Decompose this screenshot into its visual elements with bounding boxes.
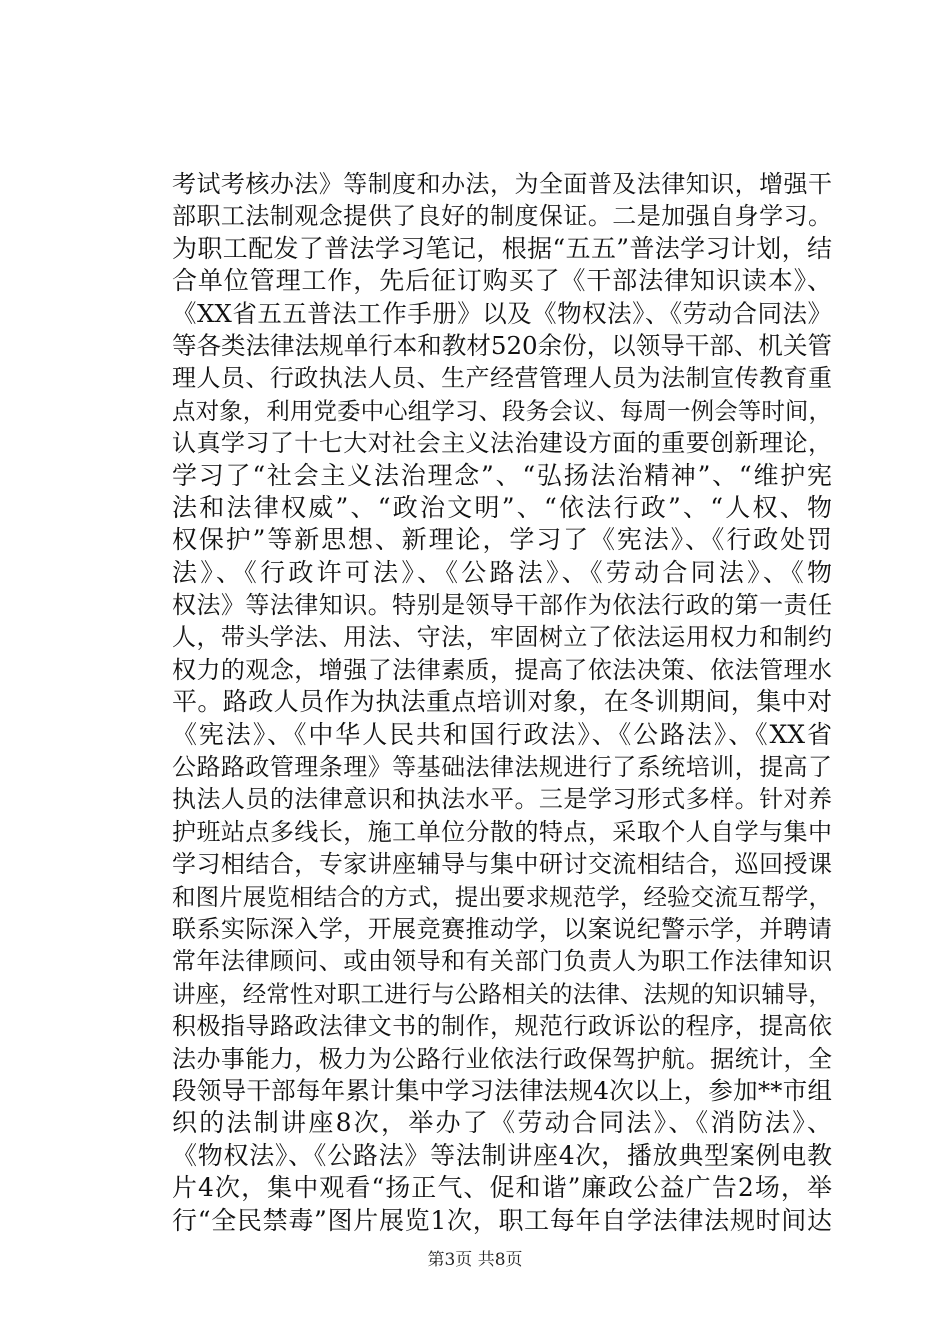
- body-text: [172, 168, 832, 1237]
- text-line: 《XX省五五普法工作手册》以及《物权法》、《劳动合同法》: [172, 298, 832, 328]
- text-line: 联系实际深入学，开展竞赛推动学，以案说纪警示学，并聘请: [172, 914, 832, 943]
- text-line: 权保护”等新思想、新理论，学习了《宪法》、《行政处罚: [172, 525, 832, 555]
- text-line: 法和法律权威”、“政治文明”、“依法行政”、“人权、物: [172, 492, 832, 522]
- text-line: 人，带头学法、用法、守法，牢固树立了依法运用权力和制约: [172, 623, 832, 652]
- text-line: 公路路政管理条理》等基础法律法规进行了系统培训，提高了: [172, 753, 832, 782]
- text-line: 为职工配发了普法学习笔记，根据“五五”普法学习计划，结: [172, 233, 832, 263]
- text-line: 《物权法》、《公路法》等法制讲座4次，播放典型案例电教: [172, 1140, 832, 1170]
- text-line: 点对象，利用党委中心组学习、段务会议、每周一例会等时间，: [172, 396, 832, 425]
- text-line: 权法》等法律知识。特别是领导干部作为依法行政的第一责任: [172, 591, 832, 620]
- text-line: 部职工法制观念提供了良好的制度保证。二是加强自身学习。: [172, 202, 832, 231]
- text-line: 理人员、行政执法人员、生产经营管理人员为法制宣传教育重: [172, 364, 832, 393]
- text-line: 片4次，集中观看“扬正气、促和谐”廉政公益广告2场，举: [172, 1173, 832, 1203]
- text-line: 学习相结合，专家讲座辅导与集中研讨交流相结合，巡回授课: [172, 850, 832, 879]
- text-line: 权力的观念，增强了法律素质，提高了依法决策、依法管理水: [172, 655, 832, 684]
- text-line: 法》、《行政许可法》、《公路法》、《劳动合同法》、《物: [172, 557, 832, 587]
- text-line: 平。路政人员作为执法重点培训对象，在冬训期间，集中对: [172, 687, 832, 717]
- text-line: 段领导干部每年累计集中学习法律法规4次以上，参加**市组: [172, 1075, 832, 1105]
- text-line: 《宪法》、《中华人民共和国行政法》、《公路法》、《XX省: [172, 719, 832, 749]
- text-line: 和图片展览相结合的方式，提出要求规范学，经验交流互帮学，: [172, 882, 832, 911]
- text-line: 学习了“社会主义法治理念”、“弘扬法治精神”、“维护宪: [172, 460, 832, 490]
- text-line: 积极指导路政法律文书的制作，规范行政诉讼的程序，提高依: [172, 1012, 832, 1041]
- text-line: 执法人员的法律意识和执法水平。三是学习形式多样。针对养: [172, 785, 832, 814]
- text-line: 合单位管理工作，先后征订购买了《干部法律知识读本》、: [172, 266, 832, 296]
- text-line: 讲座，经常性对职工进行与公路相关的法律、法规的知识辅导，: [172, 979, 832, 1008]
- text-line: 法办事能力，极力为公路行业依法行政保驾护航。据统计，全: [172, 1044, 832, 1073]
- text-line: 行“全民禁毒”图片展览1次，职工每年自学法律法规时间达: [172, 1205, 832, 1235]
- text-line: 织的法制讲座8次，举办了《劳动合同法》、《消防法》、: [172, 1108, 832, 1138]
- text-line: 常年法律顾问、或由领导和有关部门负责人为职工作法律知识: [172, 947, 832, 976]
- text-line: 护班站点多线长，施工单位分散的特点，采取个人自学与集中: [172, 817, 832, 846]
- text-line: 等各类法律法规单行本和教材520余份，以领导干部、机关管: [172, 330, 832, 360]
- text-line: 考试考核办法》等制度和办法，为全面普及法律知识，增强干: [172, 170, 832, 198]
- page-number-footer: 第3页 共8页: [427, 1250, 523, 1270]
- text-line: 认真学习了十七大对社会主义法治建设方面的重要创新理论，: [172, 429, 832, 458]
